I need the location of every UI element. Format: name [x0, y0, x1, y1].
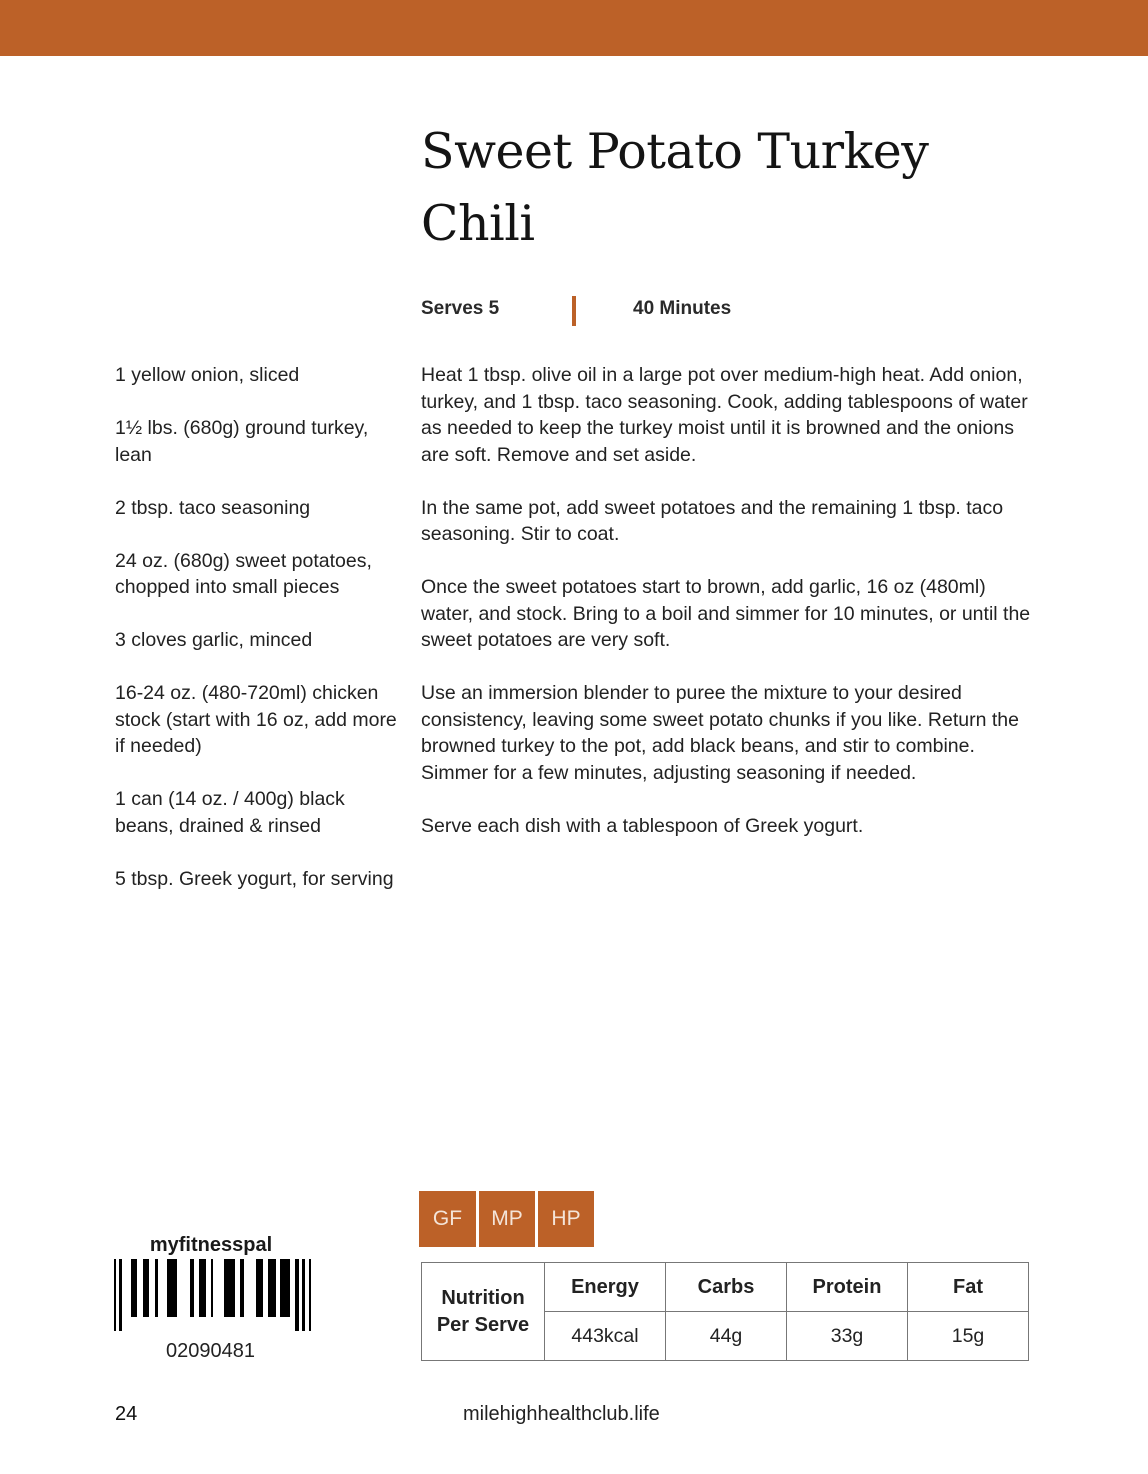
method-step: In the same pot, add sweet potatoes and the remaining 1 tbsp. taco seasoning. Stir to coat.	[421, 496, 1004, 545]
recipe-meta	[421, 296, 1021, 328]
cook-time: 40 Minutes	[633, 298, 732, 319]
method-steps	[421, 362, 1041, 866]
diet-tags	[419, 1191, 594, 1247]
tag-gluten-free: GF	[419, 1191, 476, 1247]
ingredient-item: 2 tbsp. taco seasoning	[115, 496, 311, 519]
ingredient-item: 1 can (14 oz. / 400g) black beans, drained & rinsed	[115, 788, 345, 837]
tag-high-protein: HP	[538, 1191, 594, 1247]
meta-divider	[572, 296, 576, 326]
website-link[interactable]: milehighhealthclub.life	[463, 1403, 660, 1425]
method-step: Serve each dish with a tablespoon of Greek yogurt.	[421, 814, 864, 837]
nutrition-header-energy: Energy	[545, 1263, 666, 1312]
recipe-title: Sweet Potato Turkey Chili	[421, 123, 929, 252]
ingredient-item: 5 tbsp. Greek yogurt, for serving	[115, 867, 394, 890]
header-band	[0, 0, 1148, 56]
tag-meal-prep: MP	[479, 1191, 535, 1247]
nutrition-value-fat: 15g	[908, 1312, 1029, 1361]
nutrition-value-carbs: 44g	[666, 1312, 787, 1361]
method-step: Heat 1 tbsp. olive oil in a large pot over medium-high heat. Add onion, turkey, and 1 tbsp. taco seasoning. Cook, adding tablespoons of water as needed to keep the turkey moist until it is browned and the onions are soft. Remove and set aside.	[421, 364, 1028, 466]
barcode-number: 02090481	[166, 1340, 255, 1362]
nutrition-header-protein: Protein	[787, 1263, 908, 1312]
myfitnesspal-brand: myfitnesspal	[149, 1234, 273, 1256]
nutrition-value-protein: 33g	[787, 1312, 908, 1361]
ingredient-item: 3 cloves garlic, minced	[115, 629, 313, 651]
nutrition-label: Nutrition Per Serve	[422, 1263, 545, 1361]
method-step: Use an immersion blender to puree the mixture to your desired consistency, leaving some sweet potato chunks if you like. Return the browned turkey to the pot, add black beans, and stir to combine. Simmer for a few minutes, adjusting seasoning if needed.	[421, 682, 1019, 784]
ingredient-item: 1 yellow onion, sliced	[115, 364, 300, 386]
method-step: Once the sweet potatoes start to brown, add garlic, 16 oz (480ml) water, and stock. Bring to a boil and simmer for 10 minutes, or until the sweet potatoes are very soft.	[421, 576, 1031, 651]
nutrition-header-fat: Fat	[908, 1263, 1029, 1312]
nutrition-table	[421, 1262, 1029, 1361]
ingredient-item: 1½ lbs. (680g) ground turkey, lean	[115, 417, 369, 466]
myfitnesspal-barcode-block	[112, 1234, 312, 1362]
nutrition-value-energy: 443kcal	[545, 1312, 666, 1361]
barcode-icon[interactable]	[112, 1259, 312, 1331]
ingredient-item: 16-24 oz. (480-720ml) chicken stock (start with 16 oz, add more if needed)	[115, 682, 397, 757]
ingredients-list	[115, 362, 400, 919]
servings: Serves 5	[421, 298, 500, 319]
nutrition-header-carbs: Carbs	[666, 1263, 787, 1312]
ingredient-item: 24 oz. (680g) sweet potatoes, chopped into small pieces	[115, 549, 372, 598]
page-number: 24	[115, 1403, 138, 1425]
